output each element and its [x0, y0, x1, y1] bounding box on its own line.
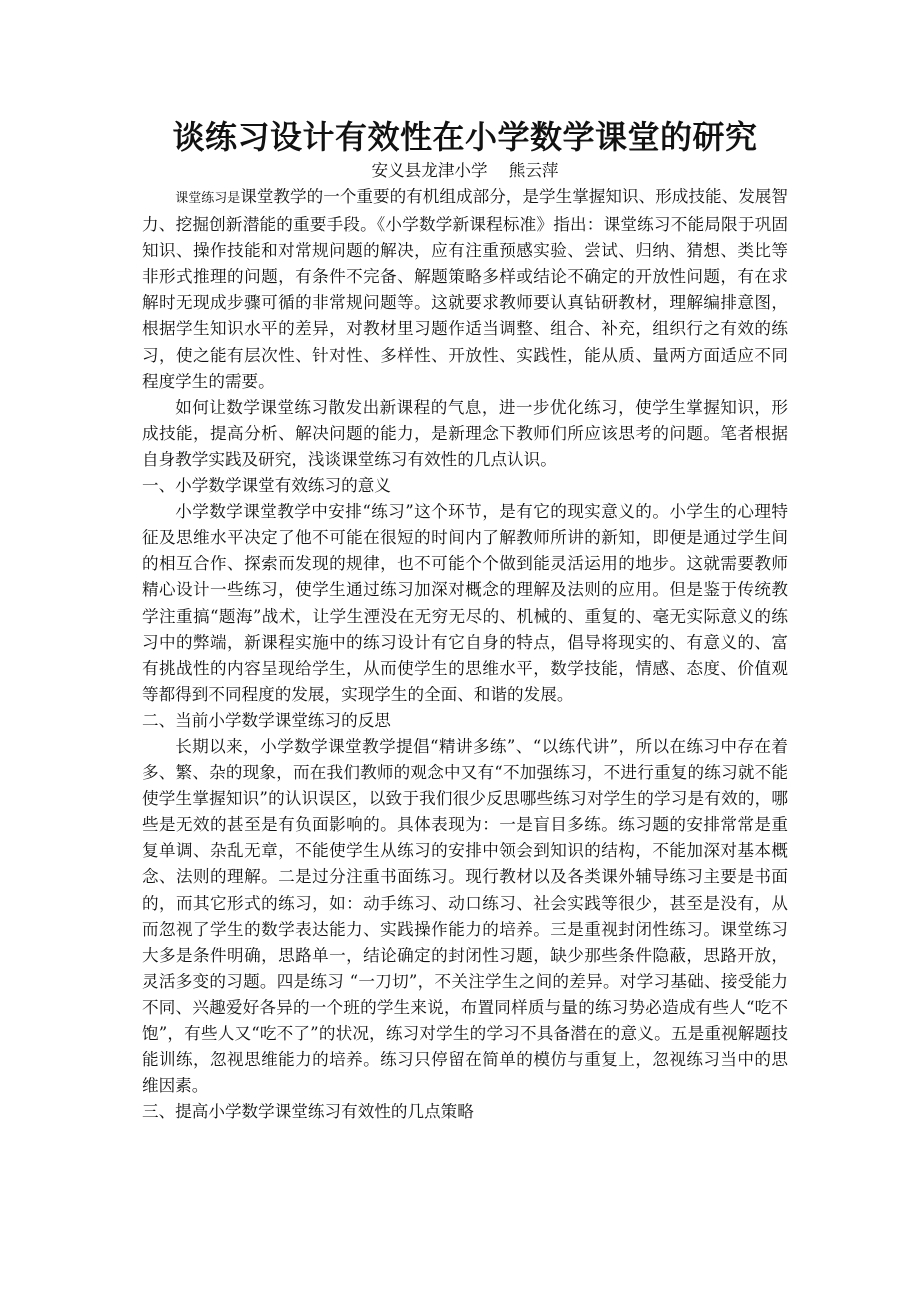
- intro-lead-text: 课堂练习是: [175, 191, 241, 206]
- section-1-heading: 一、小学数学课堂有效练习的意义: [142, 476, 391, 496]
- section-2-paragraph: 长期以来，小学数学课堂教学提倡“精讲多练”、“以练代讲”，所以在练习中存在着多、繁、杂的现象，而在我们教师的观念中又有“不加强练习，不进行重复的练习就不能使学生掌握知识”的认识误区，以致于我们很少反思哪些练习对学生的学习是有效的，哪些是无效的甚至是有负面影响的。具体表现为：一是盲目多练。练习题的安排常常是重复单调、杂乱无章，不能使学生从练习的安排中领会到知识的结构，不能加深对基本概念、法则的理解。二是过分注重书面练习。现行教材以及各类课外辅导练习主要是书面的，而其它形式的练习，如：动手练习、动口练习、社会实践等很少，甚至是没有，从而忽视了学生的数学表达能力、实践操作能力的培养。三是重视封闭性练习。课堂练习大多是条件明确，思路单一，结论确定的封闭性习题，缺少那些条件隐蔽，思路开放，灵活多变的习题。四是练习 “一刀切”，不关注学生之间的差异。对学习基础、接受能力不同、兴趣爱好各异的一个班的学生来说，布置同样质与量的练习势必造成有些人“吃不饱”，有些人又“吃不了”的状况，练习对学生的学习不具备潜在的意义。五是重视解题技能训练，忽视思维能力的培养。练习只停留在简单的模仿与重复上，忽视练习当中的思维因素。: [142, 736, 788, 1096]
- intro-paragraph: [142, 184, 788, 395]
- document-body: [142, 184, 788, 1125]
- author-byline: 安义县龙津小学 熊云萍: [371, 161, 559, 180]
- section-2-heading: 二、当前小学数学课堂练习的反思: [142, 710, 391, 730]
- document-title: 谈练习设计有效性在小学数学课堂的研究: [172, 118, 758, 156]
- intro-body-text: 课堂教学的一个重要的有机组成部分，是学生掌握知识、形成技能、发展智力、挖掘创新潜能的重要手段。《小学数学新课程标准》指出：课堂练习不能局限于巩固知识、操作技能和对常规问题的解决，应有注重预感实验、尝试、归纳、猜想、类比等非形式推理的问题，有条件不完备、解题策略多样或结论不确定的开放性问题，有在求解时无现成步骤可循的非常规问题等。这就要求教师要认真钻研教材，理解编排意图，根据学生知识水平的差异，对教材里习题作适当调整、组合、补充，组织行之有效的练习，使之能有层次性、针对性、多样性、开放性、实践性，能从质、量两方面适应不同程度学生的需要。: [142, 187, 788, 391]
- intro-paragraph-2: 如何让数学课堂练习散发出新课程的气息，进一步优化练习，使学生掌握知识，形成技能，提高分析、解决问题的能力，是新理念下教师们所应该思考的问题。笔者根据自身教学实践及研究，浅谈课堂练习有效性的几点认识。: [142, 397, 788, 469]
- section-1-paragraph: 小学数学课堂教学中安排“练习”这个环节，是有它的现实意义的。小学生的心理特征及思维水平决定了他不可能在很短的时间内了解教师所讲的新知，即便是通过学生间的相互合作、探索而发现的规律，也不可能个个做到能灵活运用的地步。这就需要教师精心设计一些练习，使学生通过练习加深对概念的理解及法则的应用。但是鉴于传统教学注重搞“题海”战术，让学生湮没在无穷无尽的、机械的、重复的、毫无实际意义的练习中的弊端，新课程实施中的练习设计有它自身的特点，倡导将现实的、有意义的、富有挑战性的内容呈现给学生，从而使学生的思维水平，数学技能，情感、态度、价值观等都得到不同程度的发展，实现学生的全面、和谐的发展。: [142, 502, 788, 704]
- section-3-heading: 三、提高小学数学课堂练习有效性的几点策略: [142, 1102, 474, 1122]
